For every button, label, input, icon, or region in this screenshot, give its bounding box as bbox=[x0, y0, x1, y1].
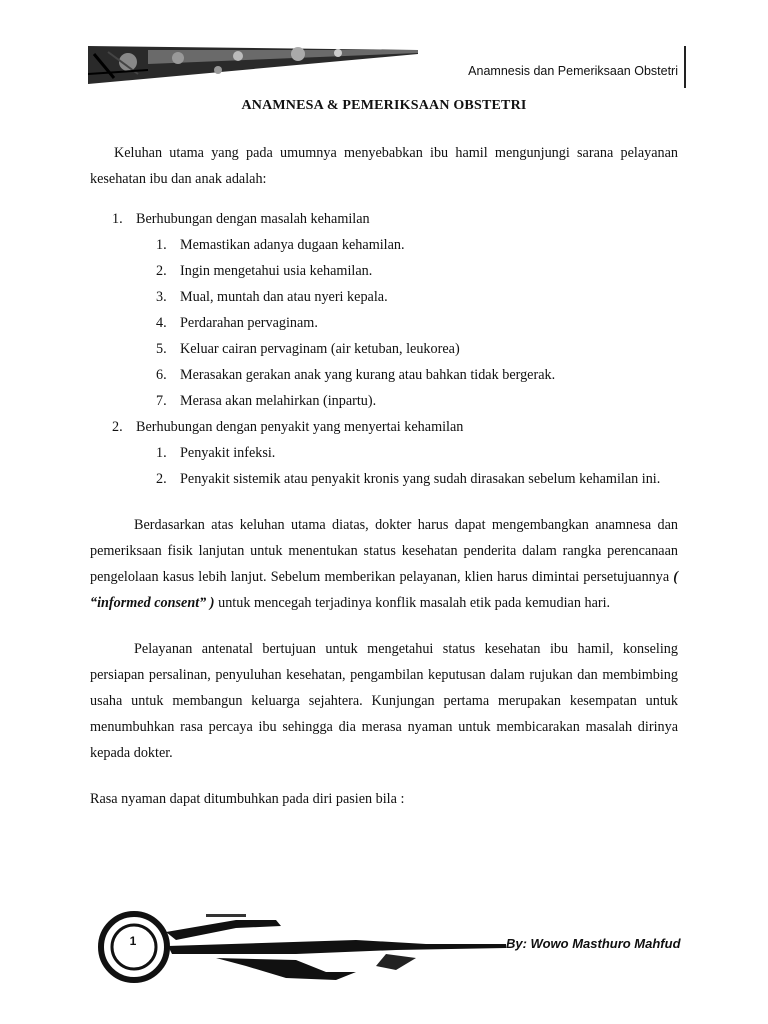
sublist bbox=[136, 440, 678, 492]
list-number: 2. bbox=[156, 263, 167, 279]
list-number: 1. bbox=[156, 237, 167, 253]
list-item bbox=[136, 466, 678, 492]
list-number: 1. bbox=[112, 211, 123, 227]
sublist bbox=[136, 232, 678, 414]
footer-decoration bbox=[96, 910, 506, 990]
header-title: Anamnesis dan Pemeriksaan Obstetri bbox=[468, 64, 678, 78]
intro-paragraph: Keluhan utama yang pada umumnya menyebabkan ibu hamil mengunjungi sarana pelayanan kesehatan ibu dan anak adalah: bbox=[90, 145, 678, 187]
list-text: Ingin mengetahui usia kehamilan. bbox=[180, 263, 373, 279]
informed-consent-emphasis: ( “informed consent” ) bbox=[90, 569, 678, 611]
list-text: Perdarahan pervaginam. bbox=[180, 315, 318, 331]
list-item bbox=[136, 440, 678, 466]
list-text: Mual, muntah dan atau nyeri kepala. bbox=[180, 289, 388, 305]
paragraph-text: Berdasarkan atas keluhan utama diatas, dokter harus dapat mengembangkan anamnesa dan pemeriksaan fisik lanjutan untuk menentukan status kesehatan penderita dalam rangka perencanaan pengelolaan kasus lebih lanjut. Sebelum memberikan pelayanan, klien harus dimintai persetujuannya bbox=[90, 517, 678, 585]
complaint-list bbox=[90, 206, 678, 492]
list-item bbox=[90, 206, 678, 414]
list-label: Berhubungan dengan penyakit yang menyertai kehamilan bbox=[136, 419, 464, 435]
paragraph-closing: Rasa nyaman dapat ditumbuhkan pada diri pasien bila : bbox=[90, 791, 405, 807]
list-item bbox=[136, 284, 678, 310]
list-item bbox=[136, 388, 678, 414]
list-text: Keluar cairan pervaginam (air ketuban, leukorea) bbox=[180, 341, 460, 357]
paragraph-antenatal: Pelayanan antenatal bertujuan untuk mengetahui status kesehatan ibu hamil, konseling persiapan persalinan, penyuluhan kesehatan, pengambilan keputusan dalam rujukan dan membimbing usaha untuk membangun keluarga sejahtera. Kunjungan pertama merupakan kesempatan untuk menumbuhkan rasa percaya ibu sehingga dia merasa nyaman untuk membicarakan masalah dirinya kepada dokter. bbox=[90, 641, 678, 761]
list-text: Penyakit sistemik atau penyakit kronis yang sudah dirasakan sebelum kehamilan ini. bbox=[180, 471, 661, 487]
list-number: 3. bbox=[156, 289, 167, 305]
list-number: 6. bbox=[156, 367, 167, 383]
list-number: 2. bbox=[112, 419, 123, 435]
paragraph-text: untuk mencegah terjadinya konflik masalah etik pada kemudian hari. bbox=[214, 595, 611, 611]
list-number: 2. bbox=[156, 471, 167, 487]
list-label: Berhubungan dengan masalah kehamilan bbox=[136, 211, 370, 227]
list-item bbox=[136, 232, 678, 258]
list-text: Memastikan adanya dugaan kehamilan. bbox=[180, 237, 405, 253]
document-title: ANAMNESA & PEMERIKSAAN OBSTETRI bbox=[241, 98, 527, 113]
list-number: 5. bbox=[156, 341, 167, 357]
paragraph-informed-consent bbox=[90, 512, 678, 616]
list-number: 7. bbox=[156, 393, 167, 409]
list-item bbox=[136, 310, 678, 336]
list-number: 4. bbox=[156, 315, 167, 331]
page-number: 1 bbox=[129, 934, 137, 948]
list-text: Penyakit infeksi. bbox=[180, 445, 276, 461]
list-number: 1. bbox=[156, 445, 167, 461]
list-text: Merasakan gerakan anak yang kurang atau bahkan tidak bergerak. bbox=[180, 367, 556, 383]
list-item bbox=[136, 362, 678, 388]
header-divider bbox=[684, 46, 686, 88]
list-text: Merasa akan melahirkan (inpartu). bbox=[180, 393, 377, 409]
footer-author: By: Wowo Masthuro Mahfud bbox=[506, 936, 681, 951]
list-item bbox=[136, 336, 678, 362]
list-item bbox=[136, 258, 678, 284]
document-body bbox=[90, 140, 678, 812]
header-decoration bbox=[88, 44, 418, 86]
list-item bbox=[90, 414, 678, 492]
